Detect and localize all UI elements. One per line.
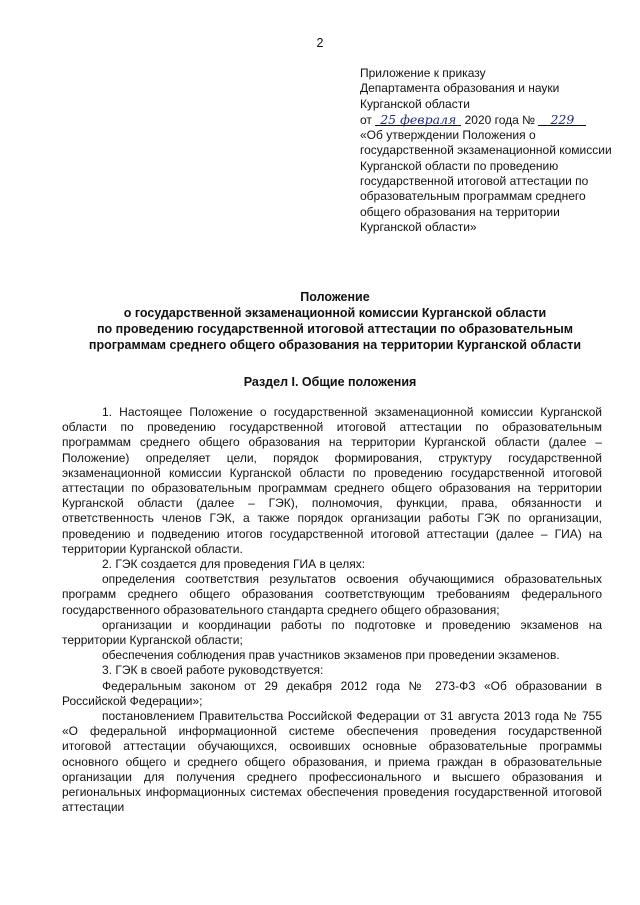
section-title: Раздел I. Общие положения bbox=[243, 375, 417, 389]
body-text bbox=[62, 405, 602, 815]
paragraph-1: 1. Настоящее Положение о государственной экзаменационной комиссии Курганской области по проведению государственной итоговой аттестации по образовательным программам среднего общего образования на территории Курганской области (далее – Положение) определяет цели, порядок формирования, структуру государственной экзаменационной комиссии Курганской области по проведению государственной итоговой аттестации по образовательным программам среднего общего образования на территории Курганской области (далее – ГЭК), полномочия, функции, права, обязанности и ответственность членов ГЭК, а также порядок организации работы ГЭК по организации, проведению и подведению итогов государственной итоговой аттестации (далее – ГИА) на территории Курганской области. bbox=[62, 405, 602, 556]
handwritten-number: 229 bbox=[538, 112, 586, 126]
appendix-line-2: Департамента образования и науки bbox=[360, 81, 560, 96]
appendix-line-1: Приложение к приказу bbox=[360, 66, 486, 80]
title-line-4: программам среднего общего образования на территории Курганской области bbox=[88, 338, 582, 352]
title-line-1: Положение bbox=[300, 290, 370, 304]
paragraph-3-item-2: постановлением Правительства Российской Федерации от 31 августа 2013 года № 755 «О федеральной информационной системе обеспечения проведения государственной итоговой аттестации обучающихся, освоивших основные образовательные программы основного общего и среднего общего образования, и приема граждан в образовательные организации для получения среднего профессионального и высшего образования и региональных информационных системах обеспечения проведения государственной итоговой аттестации bbox=[62, 709, 602, 815]
appendix-date-line bbox=[360, 112, 622, 128]
year-text: 2020 года № bbox=[464, 112, 536, 127]
document-title bbox=[40, 289, 630, 353]
appendix-subject: «Об утверждении Положения о государственной экзаменационной комиссии Курганской области по проведению государственной итоговой аттестации по образовательным программам среднего общего образования на территории Курганской области» bbox=[360, 128, 612, 234]
paragraph-3-item-1: Федеральным законом от 29 декабря 2012 года № 273-ФЗ «Об образовании в Российской Федерации»; bbox=[62, 678, 602, 708]
appendix-line-3: Курганской области bbox=[360, 96, 470, 111]
paragraph-3: 3. ГЭК в своей работе руководствуется: bbox=[102, 663, 324, 678]
paragraph-2-item-3: обеспечения соблюдения прав участников экзаменов при проведении экзаменов. bbox=[102, 648, 560, 663]
title-line-2: о государственной экзаменационной комиссии Курганской области bbox=[123, 306, 547, 320]
paragraph-2-item-2: организации и координации работы по подготовке и проведению экзаменов на территории Курганской области; bbox=[62, 617, 602, 648]
page-number: 2 bbox=[316, 36, 324, 50]
handwritten-date: 25 февраля bbox=[375, 112, 461, 126]
appendix-header bbox=[360, 66, 622, 235]
title-line-3: по проведению государственной итоговой аттестации по образовательным bbox=[96, 322, 574, 336]
paragraph-2-item-1: определения соответствия результатов освоения обучающимися образовательных программ среднего общего образования соответствующим требованиям федерального государственного образовательного стандарта среднего общего образования; bbox=[62, 572, 602, 617]
paragraph-2: 2. ГЭК создается для проведения ГИА в целях: bbox=[102, 557, 366, 572]
date-prefix: от bbox=[360, 112, 372, 127]
